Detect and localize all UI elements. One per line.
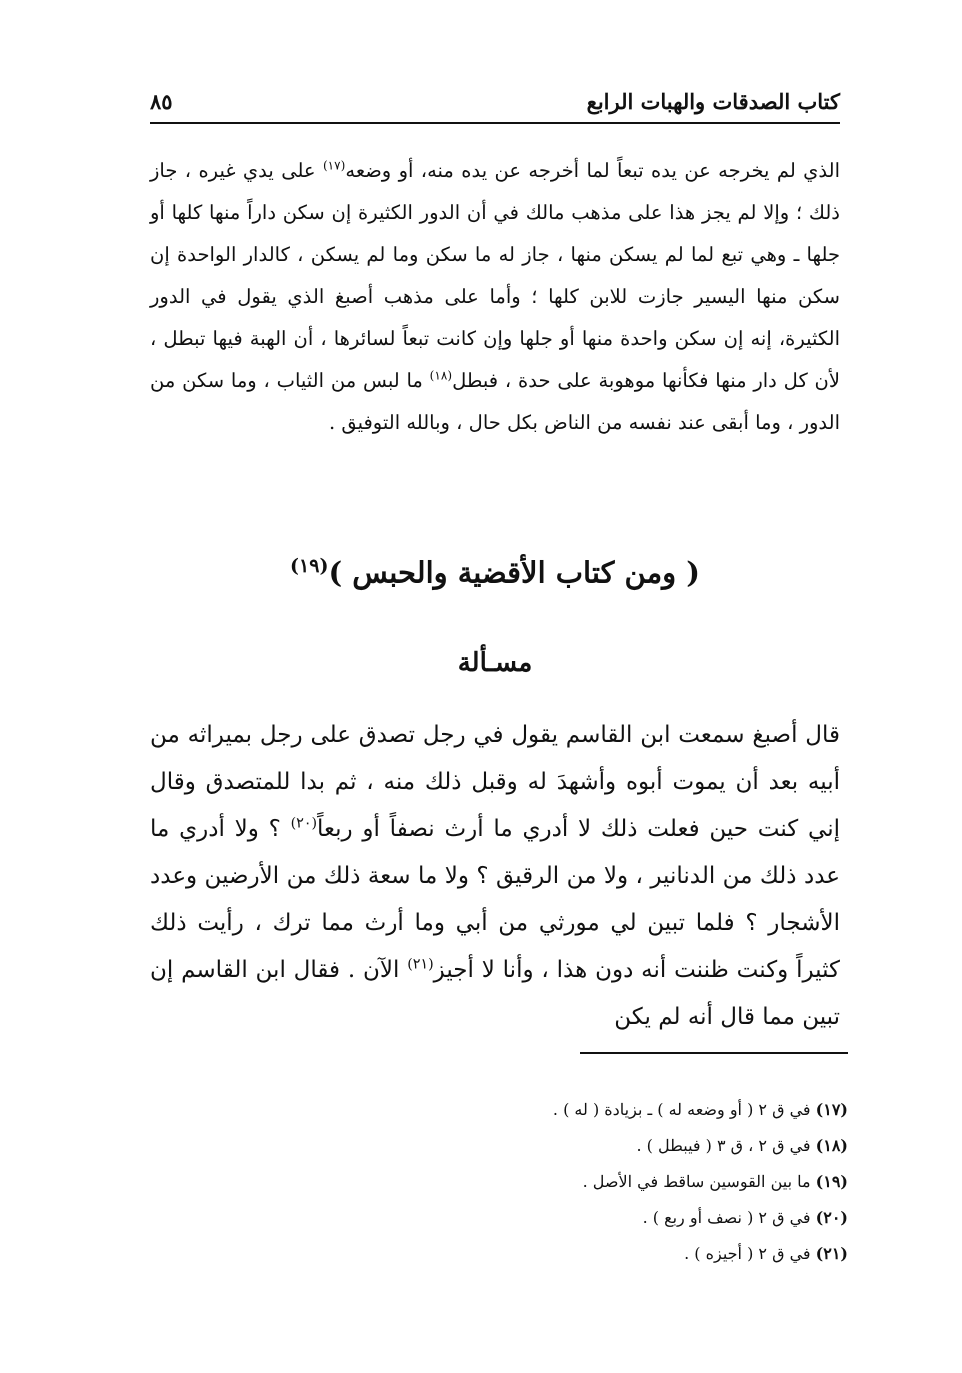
footnote-item xyxy=(400,1128,848,1164)
footnote-number: (٢٠) xyxy=(815,1208,848,1227)
paragraph-1 xyxy=(150,150,840,444)
paragraph-1-text-c: ما لبس من الثياب ، وما سكن من الدور ، وما أبقى عند نفسه من الناض بكل حال ، وبالله التوفيق . xyxy=(150,369,840,434)
running-title: كتاب الصدقات والهبات الرابع xyxy=(586,89,840,114)
paragraph-2-text-a: قال أصبغ سمعت ابن القاسم يقول في رجل تصدق على رجل بميراثه من أبيه بعد أن يموت أبوه وأشهدَ له وقبل ذلك منه ، ثم بدا للمتصدق وقال إني كنت حين فعلت ذلك لا أدري ما أرث نصفاً أو ربعاً xyxy=(150,722,840,842)
footnotes-list xyxy=(400,1092,848,1272)
footnote-text: في ق ٢ ، ق ٣ ( فيبطل ) . xyxy=(636,1136,816,1155)
paragraph-2 xyxy=(150,712,840,1041)
section-heading-text: ( ومن كتاب الأقضية والحبس ) xyxy=(328,555,700,590)
footnote-item xyxy=(400,1236,848,1272)
footnote-text: في ق ٢ ( أجيزه ) . xyxy=(684,1244,816,1263)
footnote-ref-19: (١٩) xyxy=(290,555,329,577)
subheading: مسـألة xyxy=(457,648,533,678)
footnote-number: (١٨) xyxy=(815,1136,848,1155)
paragraph-2-text-b: ؟ ولا أدري ما عدد ذلك من الدنانير ، ولا من الرقيق ؟ ولا ما سعة ذلك من الأرضين وعدد الأشجار ؟ فلما تبين لي مورثي من أبي وما أرث مما ترك ، رأيت ذلك كثيراً وكنت ظننت أنه دون هذا ، وأنا لا أجيز xyxy=(150,816,840,983)
page-header xyxy=(150,78,840,124)
paragraph-1-text-a: الذي لم يخرجه عن يده تبعاً لما أخرجه عن يده منه، أو وضعه xyxy=(345,159,840,182)
paragraph-2-text-c: الآن . فقال ابن القاسم إن تبين مما قال أنه لم يكن xyxy=(150,957,840,1030)
footnote-ref-18: (١٨) xyxy=(429,368,453,383)
footnote-number: (١٧) xyxy=(815,1100,848,1119)
footnote-item xyxy=(400,1200,848,1236)
footnote-ref-20: (٢٠) xyxy=(290,815,318,832)
footnote-divider xyxy=(580,1052,848,1054)
section-heading xyxy=(150,555,840,590)
footnote-number: (١٩) xyxy=(815,1172,848,1191)
page-number: ٨٥ xyxy=(150,89,173,114)
footnote-number: (٢١) xyxy=(815,1244,848,1263)
footnote-text: في ق ٢ ( نصف أو ربع ) . xyxy=(642,1208,816,1227)
footnote-text: ما بين القوسين ساقط في الأصل . xyxy=(582,1172,816,1191)
footnote-ref-17: (١٧) xyxy=(322,158,346,173)
footnote-item xyxy=(400,1092,848,1128)
footnote-item xyxy=(400,1164,848,1200)
footnote-ref-21: (٢١) xyxy=(407,956,434,973)
footnote-text: في ق ٢ ( أو وضعه له ) ـ بزيادة ( له ) . xyxy=(552,1100,816,1119)
paragraph-1-text-b: على يدي غيره ، جاز ذلك ؛ وإلا لم يجز هذا على مذهب مالك في أن الدور الكثيرة إن سكن داراً منها كلها أو جلها ـ وهي تبع لما لم يسكن منها ، جاز له ما سكن وما لم يسكن ، كالدار الواحدة إن سكن منها اليسير جازت للابن كلها ؛ وأما على مذهب أصبغ الذي يقول في الدور الكثيرة، إنه إن سكن واحدة منها أو جلها وإن كانت تبعاً لسائرها ، أن الهبة فيها تبطل ، لأن كل دار منها فكأنها موهوبة على حدة ، فبطل xyxy=(150,159,840,392)
